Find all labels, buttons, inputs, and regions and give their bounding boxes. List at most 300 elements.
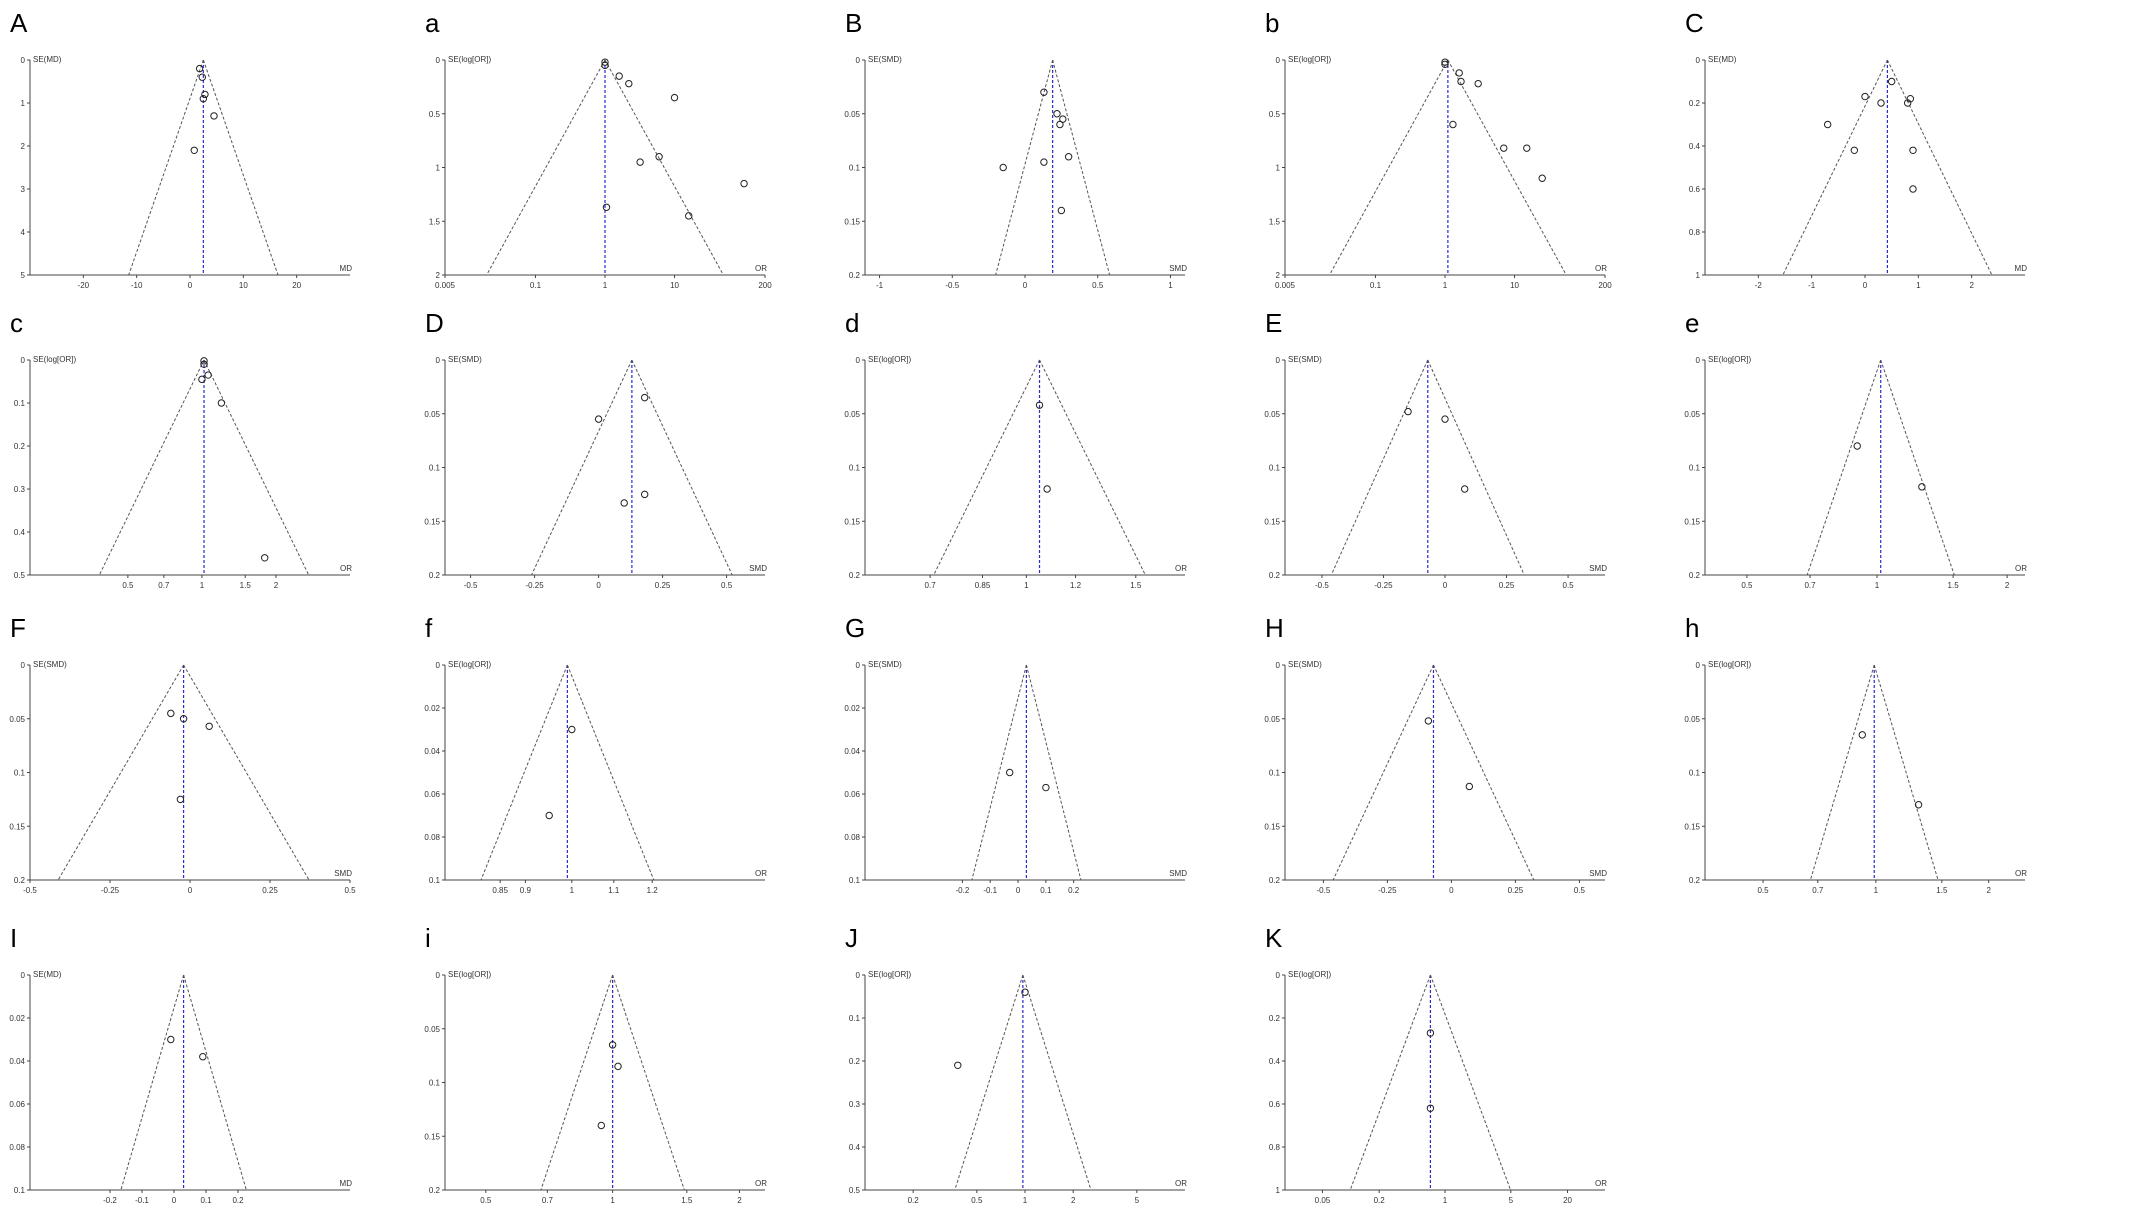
y-tick-label: 0.5 xyxy=(428,109,440,119)
panel-label: B xyxy=(845,8,863,38)
study-point xyxy=(546,812,552,818)
x-tick-label: -2 xyxy=(1754,281,1762,290)
study-point xyxy=(1854,443,1860,449)
study-point xyxy=(168,1036,174,1042)
study-point xyxy=(211,113,217,119)
funnel-limit-left xyxy=(58,665,183,880)
funnel-limit-right xyxy=(605,60,723,275)
y-tick-label: 0.3 xyxy=(848,1100,860,1109)
x-axis-title: OR xyxy=(1595,1179,1607,1188)
funnel-limit-left xyxy=(129,60,204,275)
y-tick-label: 0.1 xyxy=(13,1186,25,1195)
x-tick-label: 0.25 xyxy=(262,886,278,895)
funnel-limit-left xyxy=(532,360,632,575)
x-tick-label: -0.5 xyxy=(463,581,478,590)
funnel-limit-right xyxy=(184,665,309,880)
y-tick-label: 0.2 xyxy=(1688,99,1700,108)
study-point xyxy=(616,73,622,79)
y-tick-label: 0.6 xyxy=(1688,185,1700,194)
y-axis-title: SE(SMD) xyxy=(1288,355,1322,364)
y-axis-title: SE(SMD) xyxy=(868,660,902,669)
x-tick-label: -0.1 xyxy=(983,886,998,895)
y-tick-label: 5 xyxy=(20,271,25,280)
y-tick-label: 0.1 xyxy=(1268,463,1280,473)
y-tick-label: 0 xyxy=(1275,971,1280,980)
y-axis-title: SE(SMD) xyxy=(868,55,902,64)
x-tick-label: 20 xyxy=(1563,1196,1572,1205)
funnel-plot-h xyxy=(1684,613,2027,895)
y-tick-label: 0.1 xyxy=(848,876,860,885)
y-tick-label: 0 xyxy=(435,56,440,65)
y-tick-label: 0.2 xyxy=(1688,876,1700,885)
y-tick-label: 0.1 xyxy=(848,163,860,173)
funnel-limit-right xyxy=(1433,665,1533,880)
x-tick-label: 10 xyxy=(670,281,679,290)
y-axis-title: SE(MD) xyxy=(33,55,62,64)
x-tick-label: 0.5 xyxy=(721,581,733,590)
funnel-limit-right xyxy=(184,975,247,1190)
x-tick-label: 0.7 xyxy=(924,581,936,590)
y-tick-label: 0.1 xyxy=(1688,768,1700,778)
y-axis-title: SE(MD) xyxy=(1708,55,1737,64)
x-tick-label: 2 xyxy=(1969,281,1974,290)
x-tick-label: 0 xyxy=(1015,886,1021,895)
x-tick-label: -1 xyxy=(1808,281,1816,290)
study-point xyxy=(1851,147,1857,153)
x-tick-label: 2 xyxy=(737,1196,742,1205)
y-tick-label: 0.04 xyxy=(424,747,440,756)
study-point xyxy=(1461,486,1467,492)
y-tick-label: 0.4 xyxy=(1688,142,1700,151)
funnel-limit-left xyxy=(1783,60,1888,275)
y-tick-label: 0.15 xyxy=(1264,517,1280,527)
y-tick-label: 1 xyxy=(1695,271,1700,280)
funnel-limit-right xyxy=(1874,665,1938,880)
study-point xyxy=(1041,159,1047,165)
study-point xyxy=(206,723,212,729)
funnel-limit-left xyxy=(481,665,567,880)
funnel-plot-i xyxy=(424,923,767,1205)
y-tick-label: 0 xyxy=(435,356,440,365)
y-tick-label: 0.2 xyxy=(1268,876,1280,885)
y-tick-label: 0.02 xyxy=(9,1014,25,1023)
study-point xyxy=(595,416,601,422)
x-axis-title: MD xyxy=(339,264,352,273)
study-point xyxy=(1524,145,1530,151)
funnel-plot-f xyxy=(424,613,767,895)
y-tick-label: 0.15 xyxy=(9,822,25,832)
y-tick-label: 2 xyxy=(20,142,25,151)
y-tick-label: 0.3 xyxy=(13,485,25,494)
y-tick-label: 0.4 xyxy=(1268,1057,1280,1066)
y-tick-label: 0 xyxy=(435,661,440,670)
x-axis-title: SMD xyxy=(334,869,352,878)
y-tick-label: 0.2 xyxy=(848,271,860,280)
y-tick-label: 0.1 xyxy=(848,1014,860,1023)
x-tick-label: 1 xyxy=(199,581,205,590)
panel-label: b xyxy=(1265,8,1280,38)
funnel-limit-right xyxy=(203,60,278,275)
panel-label: H xyxy=(1265,613,1284,643)
x-tick-label: -0.5 xyxy=(23,886,37,895)
y-tick-label: 0.1 xyxy=(13,768,25,778)
funnel-plot-E xyxy=(1264,308,1607,590)
y-tick-label: 0.05 xyxy=(844,409,860,419)
x-tick-label: 0.1 xyxy=(1369,281,1382,290)
funnel-limit-left xyxy=(1810,665,1874,880)
x-tick-label: 0.2 xyxy=(907,1196,919,1205)
y-tick-label: 1.5 xyxy=(428,217,440,227)
study-point xyxy=(1910,186,1916,192)
y-tick-label: 0 xyxy=(855,971,860,980)
panel-label: C xyxy=(1685,8,1704,38)
study-point xyxy=(199,74,205,80)
funnel-limit-right xyxy=(613,975,685,1190)
y-tick-label: 0.05 xyxy=(1264,409,1280,419)
x-tick-label: 0.7 xyxy=(1812,886,1824,895)
x-tick-label: 2 xyxy=(1070,1196,1076,1205)
funnel-plot-a xyxy=(425,8,772,290)
x-axis-title: SMD xyxy=(1169,264,1187,273)
y-tick-label: 0.08 xyxy=(844,833,860,842)
y-tick-label: 0.1 xyxy=(1268,768,1280,778)
y-tick-label: 0.15 xyxy=(424,517,440,527)
x-tick-label: 1.5 xyxy=(681,1196,693,1205)
study-point xyxy=(1000,164,1006,170)
study-point xyxy=(741,180,747,186)
funnel-plot-A xyxy=(10,8,352,290)
funnel-limit-right xyxy=(1448,60,1566,275)
x-tick-label: 2 xyxy=(2004,581,2010,590)
y-tick-label: 0.04 xyxy=(844,747,860,756)
y-tick-label: 0 xyxy=(855,56,860,65)
x-tick-label: 10 xyxy=(1510,281,1519,290)
x-axis-title: OR xyxy=(1595,264,1607,273)
x-tick-label: 1.5 xyxy=(1947,581,1959,590)
x-tick-label: 0.5 xyxy=(480,1196,492,1205)
x-tick-label: 0.25 xyxy=(1498,581,1515,590)
y-tick-label: 0 xyxy=(435,971,440,980)
x-axis-title: OR xyxy=(1175,1179,1187,1188)
y-tick-label: 1 xyxy=(1275,163,1280,173)
panel-label: E xyxy=(1265,308,1283,338)
funnel-limit-right xyxy=(1887,60,1992,275)
funnel-limit-right xyxy=(1040,360,1146,575)
funnel-plot-D xyxy=(424,308,767,590)
panel-label: h xyxy=(1685,613,1700,643)
funnel-limit-right xyxy=(1428,360,1524,575)
x-tick-label: 0.25 xyxy=(1507,886,1524,895)
funnel-plot-d xyxy=(844,308,1187,590)
x-tick-label: 1.1 xyxy=(608,886,620,895)
study-point xyxy=(1405,408,1411,414)
y-tick-label: 0.08 xyxy=(424,833,440,842)
funnel-limit-left xyxy=(99,360,204,575)
x-tick-label: 1 xyxy=(569,886,575,895)
panel-label: A xyxy=(10,8,28,38)
study-point xyxy=(671,94,677,100)
x-axis-title: OR xyxy=(340,564,352,573)
x-tick-label: -0.25 xyxy=(1374,581,1393,590)
y-tick-label: 0.02 xyxy=(424,704,440,713)
y-tick-label: 0.04 xyxy=(9,1057,25,1066)
x-tick-label: 1 xyxy=(602,281,608,290)
funnel-limit-left xyxy=(1350,975,1430,1190)
study-point xyxy=(1044,486,1050,492)
x-tick-label: 0.5 xyxy=(1573,886,1585,895)
x-axis-title: SMD xyxy=(1589,564,1607,573)
y-tick-label: 0.5 xyxy=(13,571,25,580)
x-tick-label: 1 xyxy=(1442,281,1448,290)
x-tick-label: 5 xyxy=(1508,1196,1514,1205)
y-tick-label: 0.06 xyxy=(424,790,440,799)
x-tick-label: 0.85 xyxy=(492,886,508,895)
funnel-limit-left xyxy=(934,360,1040,575)
funnel-limit-left xyxy=(955,975,1023,1190)
x-tick-label: 1 xyxy=(1022,1196,1028,1205)
y-tick-label: 0.1 xyxy=(848,463,860,473)
y-tick-label: 0 xyxy=(20,56,25,65)
x-tick-label: 1.5 xyxy=(1936,886,1948,895)
panel-label: D xyxy=(425,308,444,338)
funnel-plot-H xyxy=(1264,613,1607,895)
x-axis-title: OR xyxy=(755,869,767,878)
study-point xyxy=(202,91,208,97)
y-axis-title: SE(log[OR]) xyxy=(868,970,912,979)
funnel-plot-e xyxy=(1684,308,2027,590)
study-point xyxy=(1058,207,1064,213)
x-tick-label: 0.05 xyxy=(1314,1196,1331,1205)
study-point xyxy=(1475,80,1481,86)
x-tick-label: 1 xyxy=(1873,886,1879,895)
panel-label: K xyxy=(1265,923,1283,953)
y-tick-label: 0 xyxy=(20,356,25,365)
x-tick-label: 0 xyxy=(1862,281,1868,290)
x-tick-label: 0 xyxy=(1022,281,1028,290)
study-point xyxy=(1006,769,1012,775)
x-tick-label: 200 xyxy=(758,281,772,290)
panel-label: a xyxy=(425,8,440,38)
y-axis-title: SE(log[OR]) xyxy=(448,55,492,64)
funnel-plot-K xyxy=(1265,923,1607,1205)
funnel-limit-left xyxy=(972,665,1027,880)
study-point xyxy=(1501,145,1507,151)
y-axis-title: SE(log[OR]) xyxy=(1708,355,1752,364)
y-tick-label: 0.15 xyxy=(1684,822,1700,832)
y-axis-title: SE(log[OR]) xyxy=(868,355,912,364)
y-tick-label: 0.1 xyxy=(428,876,440,885)
y-tick-label: 0.4 xyxy=(848,1143,860,1152)
x-tick-label: 10 xyxy=(238,281,248,290)
y-tick-label: 0.2 xyxy=(848,571,860,580)
funnel-plot-G xyxy=(844,613,1187,895)
funnel-plot-I xyxy=(9,923,352,1205)
y-tick-label: 0.6 xyxy=(1268,1100,1280,1109)
x-tick-label: -0.25 xyxy=(525,581,544,590)
funnel-plot-B xyxy=(844,8,1187,290)
funnel-plot-C xyxy=(1685,8,2027,290)
study-point xyxy=(1043,784,1049,790)
x-tick-label: 0.5 xyxy=(344,886,356,895)
y-tick-label: 0.05 xyxy=(1684,409,1700,419)
x-axis-title: SMD xyxy=(1589,869,1607,878)
study-point xyxy=(1824,121,1830,127)
y-tick-label: 0.06 xyxy=(9,1100,25,1109)
x-tick-label: 1 xyxy=(1024,581,1029,590)
y-tick-label: 0 xyxy=(20,971,25,980)
x-axis-title: SMD xyxy=(1169,869,1187,878)
x-tick-label: 0 xyxy=(187,281,193,290)
x-tick-label: 0.5 xyxy=(971,1196,983,1205)
study-point xyxy=(598,1122,604,1128)
y-tick-label: 0.15 xyxy=(844,517,860,527)
x-tick-label: 0.7 xyxy=(541,1196,553,1205)
study-point xyxy=(621,500,627,506)
x-tick-label: -10 xyxy=(130,281,143,290)
y-tick-label: 0 xyxy=(1695,661,1700,670)
study-point xyxy=(1442,416,1448,422)
y-tick-label: 0.8 xyxy=(1688,228,1700,237)
x-tick-label: 0.7 xyxy=(158,581,170,590)
y-tick-label: 0.5 xyxy=(848,1186,860,1195)
study-point xyxy=(1065,154,1071,160)
y-tick-label: 0.2 xyxy=(1268,1014,1280,1023)
x-tick-label: 0.5 xyxy=(1741,581,1753,590)
x-tick-label: -1 xyxy=(875,281,884,290)
study-point xyxy=(637,159,643,165)
y-tick-label: 0 xyxy=(855,661,860,670)
study-point xyxy=(200,1054,206,1060)
y-tick-label: 0 xyxy=(1275,356,1280,365)
y-tick-label: 1 xyxy=(20,99,25,108)
y-tick-label: 0.05 xyxy=(1684,714,1700,724)
study-point xyxy=(1859,732,1865,738)
x-tick-label: -0.5 xyxy=(945,281,960,290)
y-axis-title: SE(SMD) xyxy=(33,660,67,669)
y-tick-label: 1.5 xyxy=(1268,217,1280,227)
panel-label: d xyxy=(845,308,860,338)
funnel-limit-right xyxy=(1881,360,1955,575)
y-tick-label: 0.1 xyxy=(428,463,440,473)
study-point xyxy=(641,394,647,400)
y-tick-label: 0 xyxy=(855,356,860,365)
funnel-limit-left xyxy=(487,60,605,275)
funnel-limit-right xyxy=(632,360,732,575)
y-tick-label: 0.2 xyxy=(1688,571,1700,580)
y-axis-title: SE(SMD) xyxy=(1288,660,1322,669)
study-point xyxy=(199,376,205,382)
x-tick-label: 2 xyxy=(1986,886,1991,895)
x-tick-label: -0.5 xyxy=(1315,581,1329,590)
funnel-limit-left xyxy=(1331,360,1427,575)
x-tick-label: 0.1 xyxy=(529,281,542,290)
y-tick-label: 0.2 xyxy=(848,1057,860,1066)
study-point xyxy=(955,1062,961,1068)
funnel-limit-left xyxy=(121,975,184,1190)
panel-label: G xyxy=(845,613,866,643)
y-tick-label: 0 xyxy=(20,661,25,670)
x-tick-label: 0.005 xyxy=(1274,281,1296,290)
x-tick-label: 0.5 xyxy=(1562,581,1574,590)
x-tick-label: 1.2 xyxy=(1070,581,1082,590)
x-axis-title: MD xyxy=(339,1179,352,1188)
study-point xyxy=(1888,78,1894,84)
study-point xyxy=(168,710,174,716)
study-point xyxy=(615,1063,621,1069)
y-tick-label: 0.2 xyxy=(13,442,25,451)
funnel-limit-right xyxy=(204,360,309,575)
funnel-plot-c xyxy=(10,308,352,590)
x-tick-label: 0 xyxy=(1449,886,1454,895)
x-tick-label: 5 xyxy=(1134,1196,1140,1205)
y-axis-title: SE(log[OR]) xyxy=(448,660,492,669)
x-tick-label: 0 xyxy=(1442,581,1448,590)
x-tick-label: -0.5 xyxy=(1316,886,1331,895)
x-axis-title: MD xyxy=(2014,264,2027,273)
y-tick-label: 0 xyxy=(1275,56,1280,65)
study-point xyxy=(177,796,183,802)
x-axis-title: OR xyxy=(2015,564,2027,573)
x-tick-label: 0.2 xyxy=(1068,886,1080,895)
x-tick-label: 0.5 xyxy=(1092,281,1104,290)
y-tick-label: 0.2 xyxy=(428,571,440,580)
y-tick-label: 3 xyxy=(20,185,25,194)
study-point xyxy=(1919,484,1925,490)
y-tick-label: 0.05 xyxy=(424,409,440,419)
y-tick-label: 1 xyxy=(1275,1186,1280,1195)
study-point xyxy=(1878,100,1884,106)
x-tick-label: 0.5 xyxy=(122,581,134,590)
study-point xyxy=(1450,121,1456,127)
x-tick-label: 1 xyxy=(610,1196,615,1205)
funnel-plot-F xyxy=(9,613,356,895)
x-axis-title: SMD xyxy=(749,564,767,573)
funnel-plot-J xyxy=(845,923,1187,1205)
study-point xyxy=(1456,70,1462,76)
funnel-limit-right xyxy=(1053,60,1110,275)
y-tick-label: 0.8 xyxy=(1268,1143,1280,1152)
x-tick-label: 0.25 xyxy=(654,581,671,590)
study-point xyxy=(1539,175,1545,181)
x-tick-label: 0 xyxy=(187,886,193,895)
study-point xyxy=(1862,93,1868,99)
x-tick-label: 1 xyxy=(1168,281,1173,290)
y-tick-label: 0.1 xyxy=(1688,463,1700,473)
x-tick-label: 2 xyxy=(273,581,279,590)
x-tick-label: 0.1 xyxy=(1040,886,1052,895)
x-tick-label: 1.5 xyxy=(239,581,251,590)
y-tick-label: 2 xyxy=(1275,271,1280,280)
x-tick-label: 0 xyxy=(171,1196,177,1205)
funnel-limit-left xyxy=(541,975,613,1190)
y-tick-label: 0.08 xyxy=(9,1143,25,1152)
y-tick-label: 0.2 xyxy=(13,876,25,885)
x-tick-label: 200 xyxy=(1598,281,1612,290)
funnel-limit-right xyxy=(567,665,653,880)
study-point xyxy=(218,400,224,406)
study-point xyxy=(626,80,632,86)
x-tick-label: 1 xyxy=(1442,1196,1448,1205)
panel-label: e xyxy=(1685,308,1700,338)
study-point xyxy=(1054,111,1060,117)
x-tick-label: -0.1 xyxy=(135,1196,149,1205)
y-tick-label: 0.06 xyxy=(844,790,860,799)
y-tick-label: 0 xyxy=(1695,356,1700,365)
y-tick-label: 0.1 xyxy=(428,1078,440,1088)
y-axis-title: SE(log[OR]) xyxy=(33,355,77,364)
funnel-limit-right xyxy=(1026,665,1081,880)
y-tick-label: 0.15 xyxy=(1684,517,1700,527)
